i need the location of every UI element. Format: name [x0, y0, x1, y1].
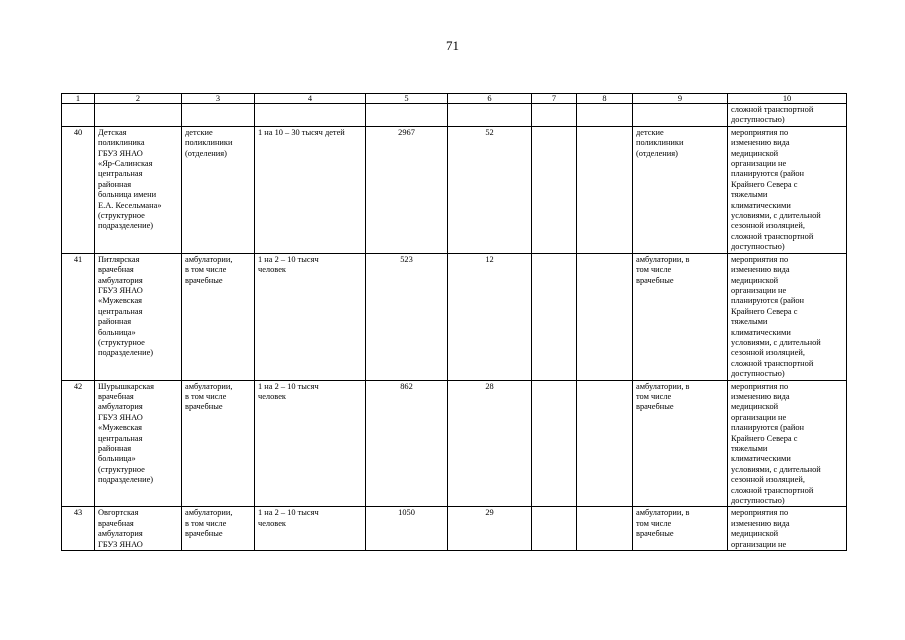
value-col6: 28	[485, 381, 494, 391]
note-cell: мероприятия по изменению вида медицинской организации не планируются (район Крайнего Севера с тяжелыми климатическими условиями, с длительной сезонной изоляцией, сложной транспортной доступностью)	[731, 381, 821, 506]
norm-cell: 1 на 10 – 30 тысяч детей	[258, 127, 345, 137]
norm-cell: 1 на 2 – 10 тысяч человек	[258, 508, 319, 528]
note-cell: сложной транспортной доступностью)	[731, 105, 814, 125]
header-cell: 3	[182, 94, 255, 104]
value-col6: 29	[485, 508, 494, 518]
organization-type: амбулатории, в том числе врачебные	[185, 381, 233, 412]
organization-type: амбулатории, в том числе врачебные	[185, 254, 233, 285]
header-cell: 4	[255, 94, 366, 104]
header-cell: 1	[62, 94, 95, 104]
header-cell: 8	[577, 94, 633, 104]
norm-cell: 1 на 2 – 10 тысяч человек	[258, 381, 319, 401]
organization-name: Шурышкарская врачебная амбулатория ГБУЗ ЯНАО «Мужевская центральная районная больница» (структурное подразделение)	[98, 381, 154, 485]
value-col5: 1050	[398, 508, 415, 518]
table-header-row	[62, 94, 847, 104]
value-col6: 52	[485, 127, 494, 137]
header-cell: 10	[728, 94, 847, 104]
table-row	[62, 253, 847, 380]
note-cell: мероприятия по изменению вида медицинской организации не планируются (район Крайнего Севера с тяжелыми климатическими условиями, с длительной сезонной изоляцией, сложной транспортной доступностью)	[731, 127, 821, 252]
row-number: 41	[73, 254, 83, 264]
organization-type: детские поликлиники (отделения)	[185, 127, 233, 158]
header-cell: 5	[366, 94, 448, 104]
header-cell: 7	[532, 94, 577, 104]
recommended-type: амбулатории, в том числе врачебные	[636, 254, 690, 285]
medical-organizations-table	[61, 93, 847, 551]
value-col6: 12	[485, 254, 494, 264]
row-number: 42	[73, 381, 83, 391]
header-cell: 9	[633, 94, 728, 104]
organization-name: Питлярская врачебная амбулатория ГБУЗ ЯНАО «Мужевская центральная районная больница» (структурное подразделение)	[98, 254, 154, 358]
continuation-row	[62, 104, 847, 127]
norm-cell: 1 на 2 – 10 тысяч человек	[258, 254, 319, 275]
table-row	[62, 507, 847, 551]
value-col5: 862	[400, 381, 413, 391]
header-cell: 6	[448, 94, 532, 104]
row-number: 43	[73, 508, 83, 518]
table-row	[62, 380, 847, 507]
organization-name: Детская поликлиника ГБУЗ ЯНАО «Яр-Салинская центральная районная больница имени Е.А. Кесельмана» (структурное подразделение)	[98, 127, 162, 231]
organization-type: амбулатории, в том числе врачебные	[185, 508, 233, 539]
row-number: 40	[73, 127, 83, 137]
note-cell: мероприятия по изменению вида медицинской организации не	[731, 508, 790, 549]
note-cell: мероприятия по изменению вида медицинской организации не планируются (район Крайнего Севера с тяжелыми климатическими условиями, с длительной сезонной изоляцией, сложной транспортной доступностью)	[731, 254, 821, 379]
table-row	[62, 126, 847, 253]
recommended-type: детские поликлиники (отделения)	[636, 127, 684, 158]
recommended-type: амбулатории, в том числе врачебные	[636, 381, 690, 412]
page-number: 71	[446, 38, 459, 53]
value-col5: 523	[400, 254, 413, 264]
header-cell: 2	[95, 94, 182, 104]
value-col5: 2967	[398, 127, 415, 137]
recommended-type: амбулатории, в том числе врачебные	[636, 508, 690, 539]
organization-name: Овгортская врачебная амбулатория ГБУЗ ЯНАО	[98, 508, 143, 549]
